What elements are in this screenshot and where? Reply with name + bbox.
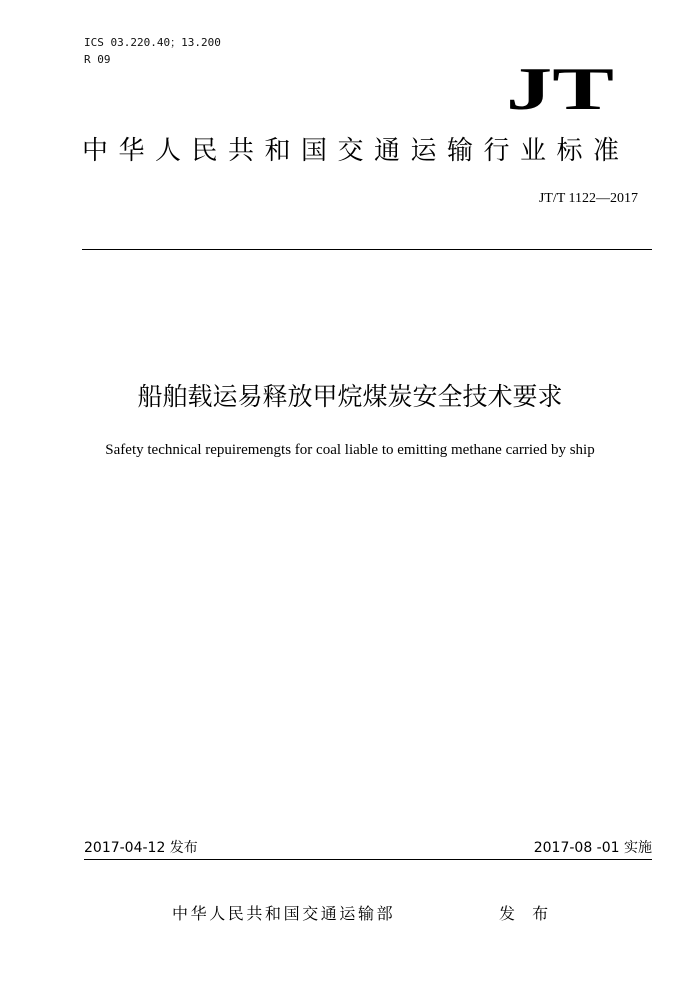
date-row <box>84 838 652 858</box>
issue-date: 2017-04-12 发布 <box>84 840 198 856</box>
publisher-name: 中华人民共和国交通运输部 <box>172 904 396 923</box>
standard-number: JT/T 1122—2017 <box>538 191 638 206</box>
document-subtitle-english: Safety technical repuiremengts for coal liable to emitting methane carried by ship <box>105 442 595 458</box>
implementation-date: 2017-08 -01 实施 <box>533 840 652 856</box>
ics-code: ICS 03.220.40；13.200 <box>84 36 221 49</box>
footer-divider <box>84 859 652 860</box>
jt-logo-text: JT <box>506 58 614 114</box>
industry-standard-title: 中华人民共和国交通运输行业标准 <box>82 136 630 166</box>
classification-codes <box>84 34 221 68</box>
publish-label: 发 布 <box>499 904 555 923</box>
header-divider <box>82 249 652 250</box>
jt-logo <box>505 58 615 114</box>
document-title: 船舶载运易释放甲烷煤炭安全技术要求 <box>137 382 563 411</box>
category-code: R 09 <box>84 53 111 66</box>
